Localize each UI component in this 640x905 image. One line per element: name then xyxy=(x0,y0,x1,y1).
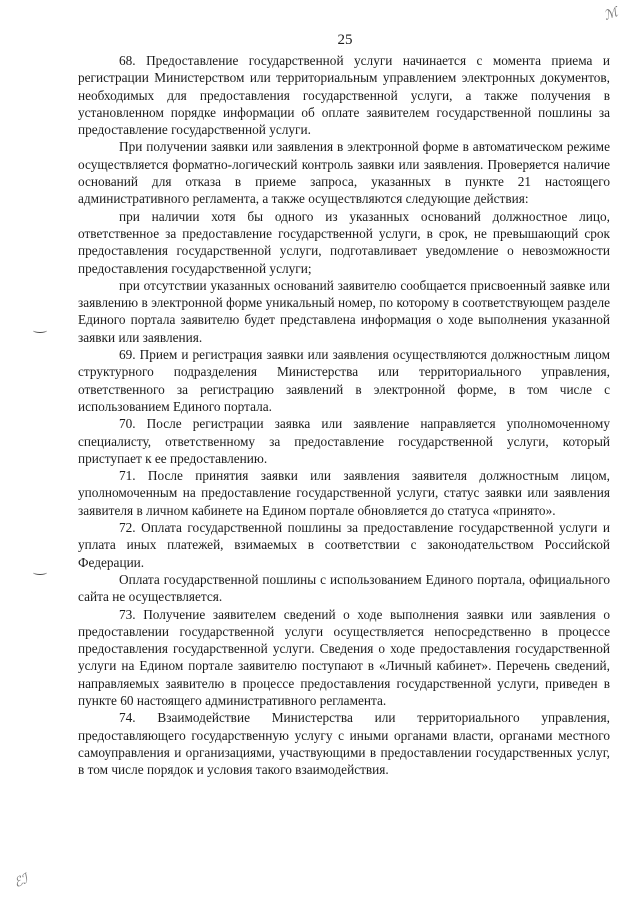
paragraph-69: 69. Прием и регистрация заявки или заявления осуществляются должностным лицом структурного подразделения Министерства или территориального управления, ответственного за регистрацию заявлений в электронной форме, в том числе с использованием Единого портала. xyxy=(78,347,610,414)
document-body xyxy=(78,52,610,778)
paragraph-68-electronic-control: При получении заявки или заявления в электронной форме в автоматическом режиме осуществляется форматно-логический контроль заявки или заявления. Проверяется наличие оснований для отказа в приеме запроса, указанных в пункте 21 настоящего административного регламента, а также осуществляются следующие действия: xyxy=(78,139,610,207)
paragraph-72: 72. Оплата государственной пошлины за предоставление государственной услуги и уплата иных платежей, взимаемых в соответствии с законодательством Российской Федерации. xyxy=(78,520,610,570)
paragraph-68: 68. Предоставление государственной услуги начинается с момента приема и регистрации Министерством или территориальным управлением электронных документов, необходимых для предоставления государственной услуги, а также получения в установленном порядке информации об оплате заявителем государственной пошлины за предоставление государственной услуги. xyxy=(78,53,610,138)
paragraph-70: 70. После регистрации заявка или заявление направляется уполномоченному специалисту, ответственному за предоставление государственной услуги, который приступает к ее предоставлению. xyxy=(78,416,610,466)
handwritten-mark-bottom: ℰℐ xyxy=(11,870,31,891)
paragraph-72-fee-payment: Оплата государственной пошлины с использованием Единого портала, официального сайта не осуществляется. xyxy=(78,571,610,605)
paragraph-74: 74. Взаимодействие Министерства или территориального управления, предоставляющего государственную услугу с иными органами власти, органами местного самоуправления и организациями, участвующими в предоставлении государственных услуг, в том числе порядок и условия такого взаимодействия. xyxy=(78,710,610,778)
handwritten-mark-top: ℳ xyxy=(601,4,620,23)
margin-tick-mark xyxy=(33,328,47,333)
paragraph-71: 71. После принятия заявки или заявления заявителя должностным лицом, уполномоченным на предоставление государственной услуги, статус заявки или заявления заявителя в личном кабинете на Едином портале обновляется до статуса «принято». xyxy=(78,468,610,518)
paragraph-68-number-assigned: при отсутствии указанных оснований заявителю сообщается присвоенный заявке или заявлению в электронной форме уникальный номер, по которому в соответствующем разделе Единого портала заявителю будет представлена информация о ходе выполнения указанной заявки или заявления. xyxy=(78,277,610,345)
paragraph-68-refusal-case: при наличии хотя бы одного из указанных оснований должностное лицо, ответственное за предоставление государственной услуги, в срок, не превышающий срок предоставления государственной услуги, подготавливает уведомление о невозможности предоставления государственной услуги; xyxy=(78,208,610,276)
paragraph-73: 73. Получение заявителем сведений о ходе выполнения заявки или заявления о предоставлении государственной услуги осуществляется непосредственно в процессе предоставления государственной услуги. Сведения о ходе предоставления государственной услуги на Едином портале заявителю поступают в «Личный кабинет». Перечень сведений, направляемых заявителю в процессе предоставления государственной услуги, приведен в пункте 60 настоящего административного регламента. xyxy=(78,606,610,708)
margin-tick-mark xyxy=(33,570,47,575)
page-number: 25 xyxy=(337,32,353,48)
